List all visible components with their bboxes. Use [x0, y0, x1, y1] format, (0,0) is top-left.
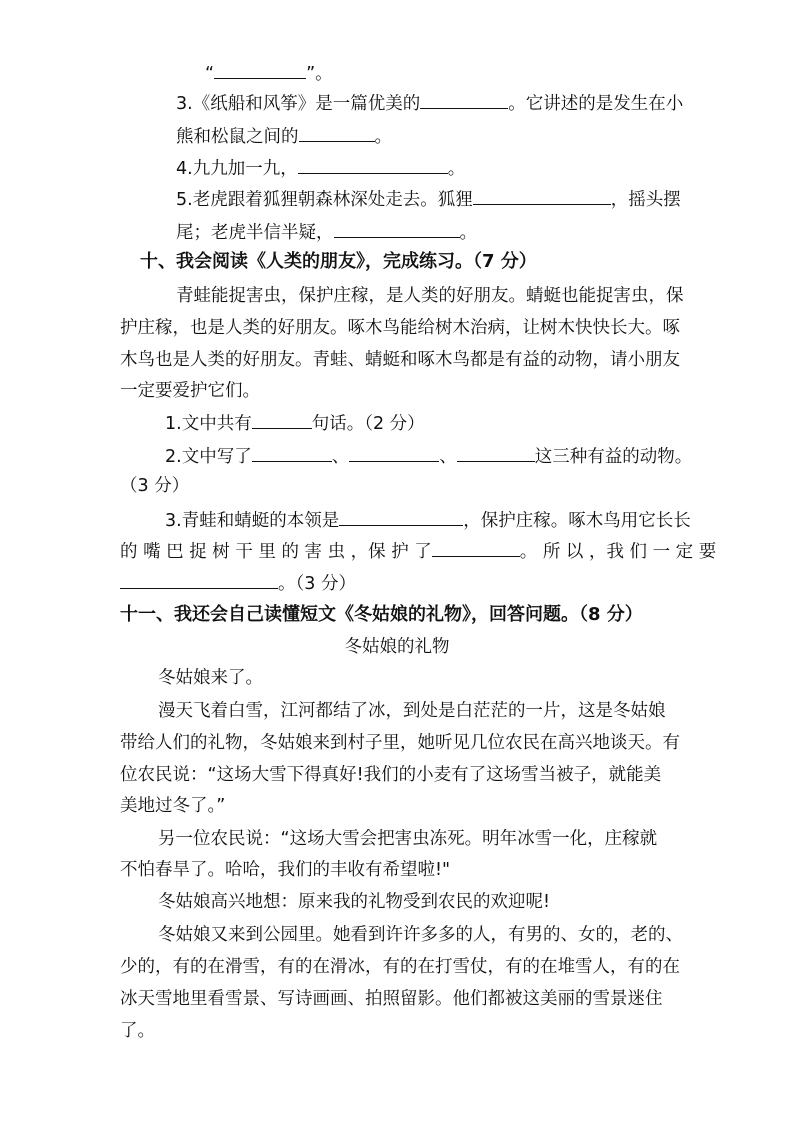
q10-question-3-line1: 3.青蛙和蜻蜓的本领是 ，保护庄稼。啄木鸟用它长长 — [165, 507, 691, 533]
q10-question-1: 1.文中共有 句话。（2 分） — [165, 410, 425, 436]
answer-blank[interactable] — [252, 443, 332, 462]
open-quote: “ — [205, 64, 215, 84]
q10-question-3-line3: 。（3 分） — [120, 570, 356, 596]
answer-blank[interactable] — [214, 60, 306, 79]
passage-line: 一定要爱护它们。 — [120, 381, 260, 401]
answer-blank[interactable] — [334, 219, 460, 238]
q9-item4: 4.九九加一九， 。 — [176, 155, 465, 181]
answer-blank[interactable] — [420, 90, 508, 109]
story-line: 美地过冬了。” — [120, 796, 226, 816]
close-quote: ”。 — [306, 64, 333, 84]
answer-blank[interactable] — [299, 123, 375, 142]
answer-blank[interactable] — [252, 410, 312, 429]
answer-blank[interactable] — [432, 538, 520, 557]
story-line: 冰天雪地里看雪景、写诗画画、拍照留影。他们都被这美丽的雪景迷住 — [120, 989, 663, 1009]
story-line: 冬姑娘来了。 — [158, 668, 263, 688]
section-11-heading: 十一、我还会自己读懂短文《冬姑娘的礼物》，回答问题。（8 分） — [120, 604, 643, 625]
q9-item3-line2: 熊和松鼠之间的 。 — [176, 123, 392, 149]
story-line: 冬姑娘又来到公园里。她看到许许多多的人，有男的、女的，老的、 — [158, 925, 683, 945]
q9-item5-line2: 尾；老虎半信半疑， 。 — [176, 219, 477, 245]
section-10-heading: 十、我会阅读《人类的朋友》，完成练习。（7 分） — [140, 251, 537, 272]
story-title: 冬姑娘的礼物 — [344, 637, 450, 657]
answer-blank[interactable] — [339, 507, 463, 526]
story-line: 了。 — [120, 1021, 155, 1041]
story-line: 位农民说：“这场大雪下得真好!我们的小麦有了这场雪当被子，就能美 — [120, 765, 662, 785]
answer-blank[interactable] — [349, 443, 439, 462]
answer-blank[interactable] — [457, 443, 535, 462]
story-line: 带给人们的礼物，冬姑娘来到村子里，她听见几位农民在高兴地谈天。有 — [120, 733, 680, 753]
story-line: 漫天飞着白雪，江河都结了冰，到处是白茫茫的一片，这是冬姑娘 — [158, 701, 666, 721]
q9-item3-line1: 3.《纸船和风筝》是一篇优美的 。它讲述的是发生在小 — [176, 90, 683, 116]
q9-item2-tail — [205, 60, 333, 86]
answer-blank[interactable] — [120, 570, 278, 589]
story-line: 不怕春旱了。哈哈，我们的丰收有希望啦!" — [120, 860, 451, 880]
q10-question-2: 2.文中写了 、 、 这三种有益的动物。 — [165, 443, 692, 469]
passage-line: 护庄稼，也是人类的好朋友。啄木鸟能给树木治病，让树木快快长大。啄 — [120, 318, 680, 338]
answer-blank[interactable] — [298, 155, 448, 174]
q10-question-3-line2: 的 嘴 巴 捉 树 干 里 的 害 虫 ，保 护 了 。 所 以 ，我 们 一 定 要 — [120, 538, 716, 564]
q9-item5-line1: 5.老虎跟着狐狸朝森林深处走去。狐狸 ，摇头摆 — [176, 186, 681, 212]
answer-blank[interactable] — [473, 186, 611, 205]
passage-line: 青蛙能捉害虫，保护庄稼，是人类的好朋友。蜻蜓也能捉害虫，保 — [176, 286, 684, 306]
q10-question-2-score: （3 分） — [120, 476, 190, 496]
story-line: 冬姑娘高兴地想：原来我的礼物受到农民的欢迎呢! — [158, 892, 551, 912]
story-line: 少的，有的在滑雪，有的在滑冰，有的在打雪仗，有的在堆雪人，有的在 — [120, 957, 680, 977]
story-line: 另一位农民说：“这场大雪会把害虫冻死。明年冰雪一化，庄稼就 — [158, 829, 658, 849]
passage-line: 木鸟也是人类的好朋友。青蛙、蜻蜓和啄木鸟都是有益的动物，请小朋友 — [120, 350, 680, 370]
